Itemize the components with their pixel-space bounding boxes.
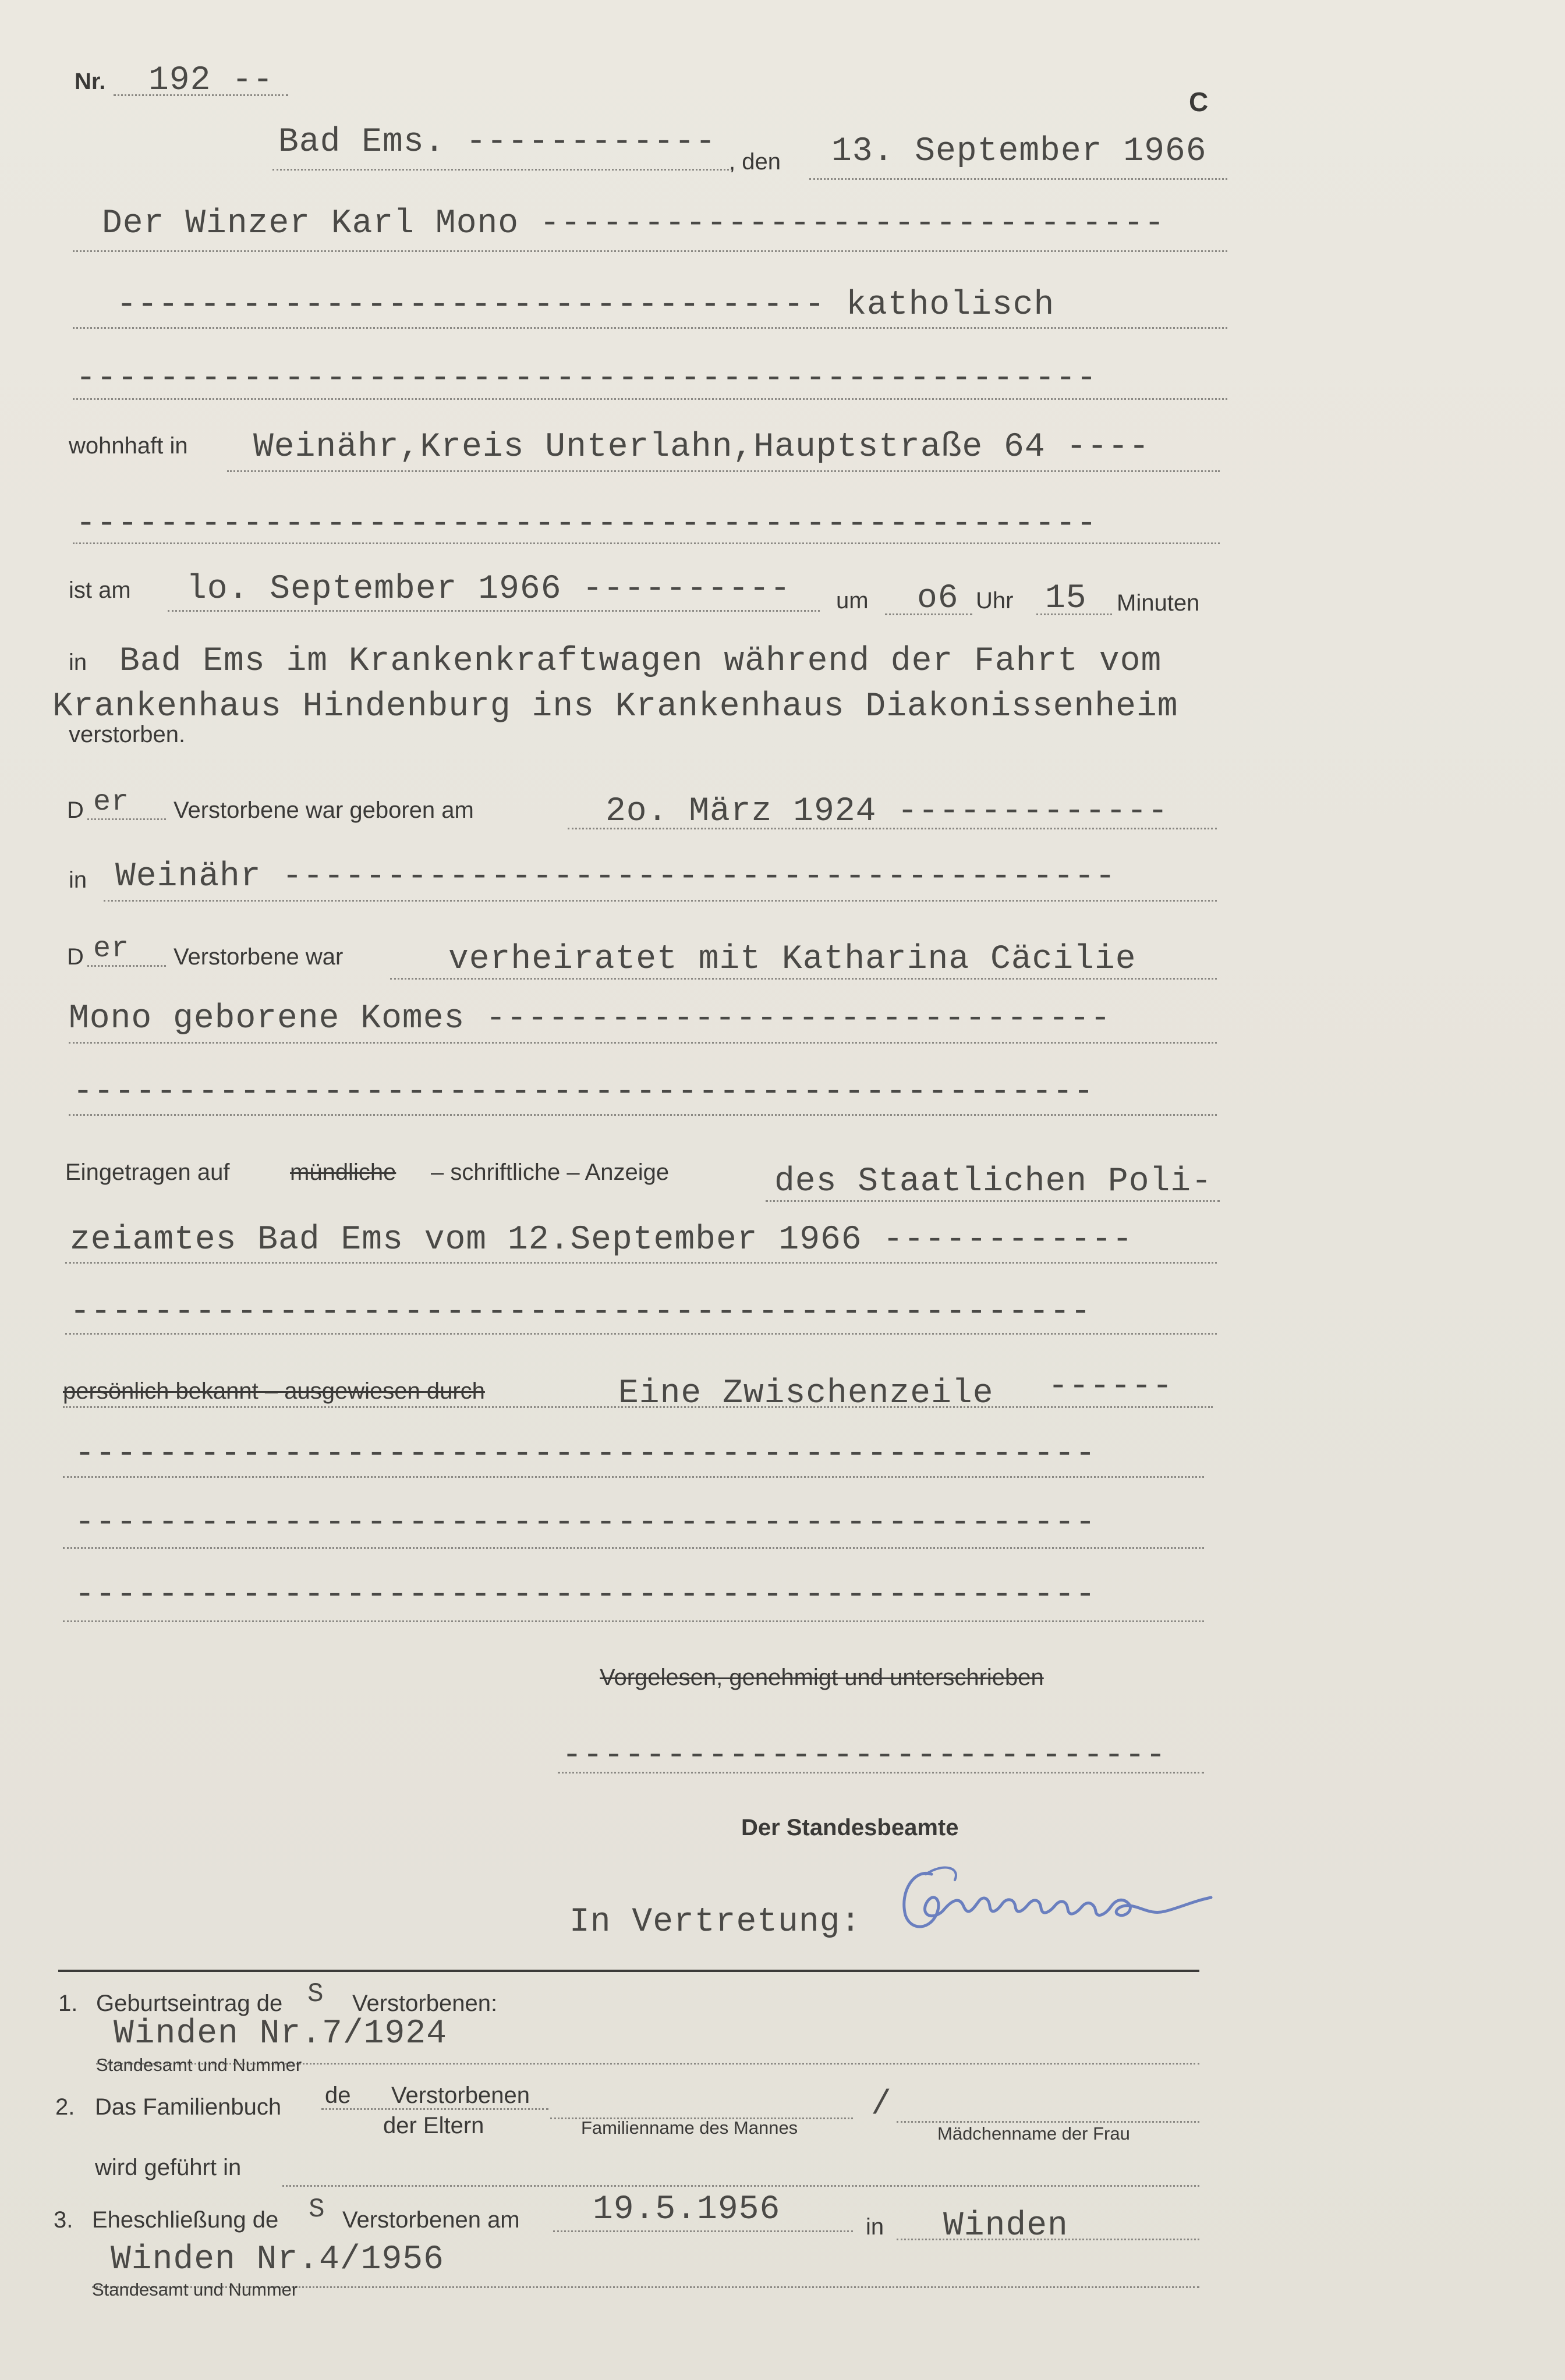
registered-struck-oral: mündliche [290,1159,396,1185]
note-3-date: 19.5.1956 [593,2191,781,2229]
note-3-place-rule [897,2239,1199,2240]
note-3-label: Eheschließung de [92,2207,279,2233]
residence-line-1: Weinähr,Kreis Unterlahn,Hauptstraße 64 ---- [253,428,1150,466]
identity-line-2-rule [63,1476,1204,1478]
residence-line-2: ------------------------------------------------- [76,505,1097,543]
identity-line-2: ------------------------------------------------- [75,1435,1096,1473]
identity-value: Eine Zwischenzeile [618,1375,994,1413]
ist-am-label: ist am [69,577,131,603]
marital-er-rule [87,965,166,967]
nr-value: 192 -- [148,62,274,100]
note-1-caption: Standesamt und Nummer [96,2055,302,2075]
hour-rule [885,613,972,615]
corner-letter: C [1189,87,1209,117]
birth-date-rule [568,828,1217,829]
person-line-1: Der Winzer Karl Mono ------------------------------ [102,205,1166,243]
note-1-label: Geburtseintrag de [96,1991,283,2016]
note-2-gefuehrt: wird geführt in [95,2155,242,2180]
birth-date: 2o. März 1924 ------------- [606,793,1169,831]
residence-line-1-rule [227,470,1220,472]
closing-struck: Vorgelesen, genehmigt und unterschrieben [600,1665,1044,1690]
identity-line-1-rule [63,1406,1213,1408]
marital-line-1-rule [390,978,1217,980]
marital-line-2: Mono geborene Komes ------------------------------ [69,1000,1111,1038]
birth-place-rule [104,900,1217,902]
place-line [272,169,732,171]
note-3-in: in [866,2214,884,2240]
verstorben-label: verstorben. [69,722,186,747]
note-1-label-end: Verstorbenen: [352,1991,498,2016]
minuten-label: Minuten [1117,590,1200,616]
den-label: , den [729,149,781,175]
birth-er-rule [87,818,166,820]
note-2-verstorbenen: Verstorbenen [391,2083,530,2108]
marital-d-prefix: D [67,944,84,970]
note-3-place: Winden [943,2207,1068,2245]
death-place-line-1: Bad Ems im Krankenkraftwagen während der Fahrt vom [119,643,1162,680]
identity-line-4-rule [63,1620,1204,1622]
note-2-label: Das Familienbuch [95,2094,282,2120]
identity-struck: persönlich bekannt – ausgewiesen durch [63,1378,485,1404]
marital-line-2-rule [69,1042,1217,1044]
marital-er-suffix: er [93,932,130,966]
identity-line-3-rule [63,1547,1204,1549]
registry-date: 13. September 1966 [831,133,1207,171]
note-2-caption-husband: Familienname des Mannes [581,2117,798,2138]
note-2-number: 2. [55,2094,75,2120]
identity-line-3: ------------------------------------------------- [75,1504,1096,1542]
registered-line-1-rule [766,1200,1220,1202]
note-2-der-eltern: der Eltern [383,2113,484,2138]
note-2-gefuehrt-rule [282,2185,1199,2187]
registered-line-3-rule [65,1333,1217,1335]
note-3-number: 3. [54,2207,73,2233]
closing-dashes: ----------------------------- [562,1737,1167,1775]
death-minutes: 15 [1045,580,1087,618]
person-line-2: ---------------------------------- katholisch [116,286,1055,324]
person-line-3-rule [73,398,1227,400]
birth-in-label: in [69,867,87,893]
residence-line-2-rule [73,542,1220,544]
person-line-3: ------------------------------------------------- [76,360,1097,398]
marital-label: Verstorbene war [174,944,344,970]
signature-rule [558,1772,1204,1774]
nr-line [114,94,288,96]
handwritten-signature [891,1851,1228,1950]
in-label: in [69,650,87,675]
note-1-value: Winden Nr.7/1924 [114,2015,447,2053]
note-2-de: de [325,2083,351,2108]
registered-line-2-rule [65,1262,1217,1264]
residence-label: wohnhaft in [69,433,188,459]
death-place-line-2: Krankenhaus Hindenburg ins Krankenhaus Diakonissenheim [52,688,1178,726]
birth-d-prefix: D [67,797,84,823]
date-line [809,178,1227,180]
note-3-value: Winden Nr.4/1956 [111,2241,444,2279]
death-hour: o6 [917,580,959,618]
note-3-date-rule [553,2230,853,2232]
note-2-slash: / [871,2086,892,2124]
note-3-caption: Standesamt und Nummer [92,2279,298,2300]
registered-label-end: – schriftliche – Anzeige [431,1159,670,1185]
note-1-s: S [307,1979,324,2009]
marital-line-3-rule [69,1114,1217,1116]
note-2-de-rule [321,2108,548,2110]
note-3-label-end: Verstorbenen am [342,2207,520,2233]
nr-label: Nr. [75,69,106,94]
section-separator [58,1970,1199,1972]
um-label: um [836,588,869,613]
note-2-frau-rule [897,2121,1199,2123]
person-line-2-rule [73,327,1227,329]
registered-line-3: ------------------------------------------------- [70,1293,1092,1331]
registered-label-start: Eingetragen auf [65,1159,230,1185]
identity-dashes-end: ------ [1048,1368,1173,1406]
official-title: Der Standesbeamte [741,1815,959,1840]
marital-line-1: verheiratet mit Katharina Cäcilie [448,941,1136,978]
death-date: lo. September 1966 ---------- [186,570,791,608]
death-date-rule [168,610,820,612]
person-line-1-rule [73,250,1227,252]
registered-line-1: des Staatlichen Poli- [774,1163,1212,1201]
deputy-label: In Vertretung: [569,1903,862,1941]
birth-place: Weinähr ---------------------------------------- [115,858,1116,896]
marital-line-3: ------------------------------------------------- [73,1073,1095,1111]
minutes-rule [1036,613,1112,615]
birth-label: Verstorbene war geboren am [174,797,474,823]
note-2-caption-wife: Mädchenname der Frau [937,2123,1130,2144]
identity-line-4: ------------------------------------------------- [75,1576,1096,1614]
uhr-label: Uhr [976,588,1014,613]
note-3-s: S [309,2194,325,2225]
birth-er-suffix: er [93,786,130,819]
registry-place: Bad Ems. ------------ [278,123,716,161]
note-1-number: 1. [58,1991,78,2016]
registered-line-2: zeiamtes Bad Ems vom 12.September 1966 ------------ [70,1221,1134,1259]
